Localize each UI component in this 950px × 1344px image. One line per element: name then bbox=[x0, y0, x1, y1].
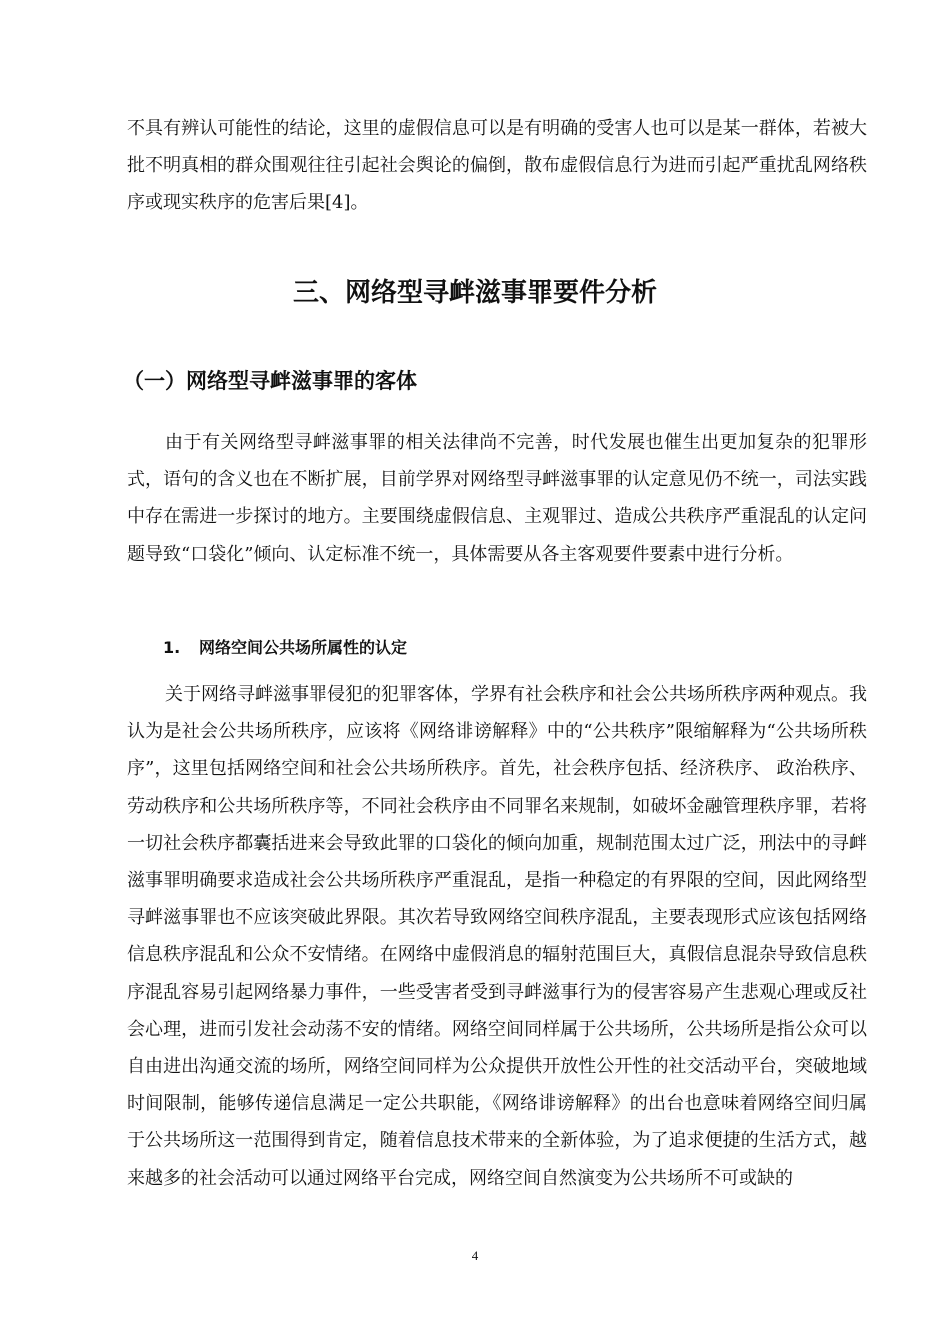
subheading-text: 网络空间公共场所属性的认定 bbox=[199, 638, 408, 657]
paragraph-continuation: 不具有辨认可能性的结论，这里的虚假信息可以是有明确的受害人也可以是某一群体，若被大批不明真相的群众围观往往引起社会舆论的偏倒，散布虚假信息行为进而引起严重扰乱网络秩序或现实秩序的危害后果[4]。 bbox=[127, 118, 867, 214]
subheading-number: 1. bbox=[163, 638, 181, 657]
paragraph-main: 关于网络寻衅滋事罪侵犯的犯罪客体，学界有社会秩序和社会公共场所秩序两种观点。我认为是社会公共场所秩序，应该将《网络诽谤解释》中的“公共秩序”限缩解释为“公共场所秩序”，这里包括网络空间和社会公共场所秩序。首先，社会秩序包括、经济秩序、 政治秩序、劳动秩序和公共场所秩序等，不同社会秩序由不同罪名来规制，如破坏金融管理秩序罪，若将一切社会秩序都囊括进来会导致此罪的口袋化的倾向加重，规制范围太过广泛，刑法中的寻衅滋事罪明确要求造成社会公共场所秩序严重混乱，是指一种稳定的有界限的空间，因此网络型寻衅滋事罪也不应该突破此界限。其次若导致网络空间秩序混乱，主要表现形式应该包括网络信息秩序混乱和公众不安情绪。在网络中虚假消息的辐射范围巨大，真假信息混杂导致信息秩序混乱容易引起网络暴力事件，一些受害者受到寻衅滋事行为的侵害容易产生悲观心理或反社会心理，进而引发社会动荡不安的情绪。网络空间同样属于公共场所，公共场所是指公众可以自由进出沟通交流的场所，网络空间同样为公众提供开放性公开性的社交活动平台，突破地域时间限制，能够传递信息满足一定公共职能，《网络诽谤解释》的出台也意味着网络空间归属于公共场所这一范围得到肯定，随着信息技术带来的全新体验，为了追求便捷的生活方式，越来越多的社会活动可以通过网络平台完成，网络空间自然演变为公共场所不可或缺的 bbox=[127, 684, 867, 1189]
subsection-heading: （一）网络型寻衅滋事罪的客体 bbox=[123, 369, 417, 393]
section-heading: 三、网络型寻衅滋事罪要件分析 bbox=[292, 278, 657, 308]
page-number: 4 bbox=[471, 1248, 479, 1263]
numbered-subheading bbox=[163, 633, 407, 663]
paragraph-intro: 由于有关网络型寻衅滋事罪的相关法律尚不完善，时代发展也催生出更加复杂的犯罪形式，语句的含义也在不断扩展，目前学界对网络型寻衅滋事罪的认定意见仍不统一，司法实践中存在需进一步探讨的地方。主要围绕虚假信息、主观罪过、造成公共秩序严重混乱的认定问题导致“口袋化”倾向、认定标准不统一，具体需要从各主客观要件要素中进行分析。 bbox=[127, 432, 867, 565]
